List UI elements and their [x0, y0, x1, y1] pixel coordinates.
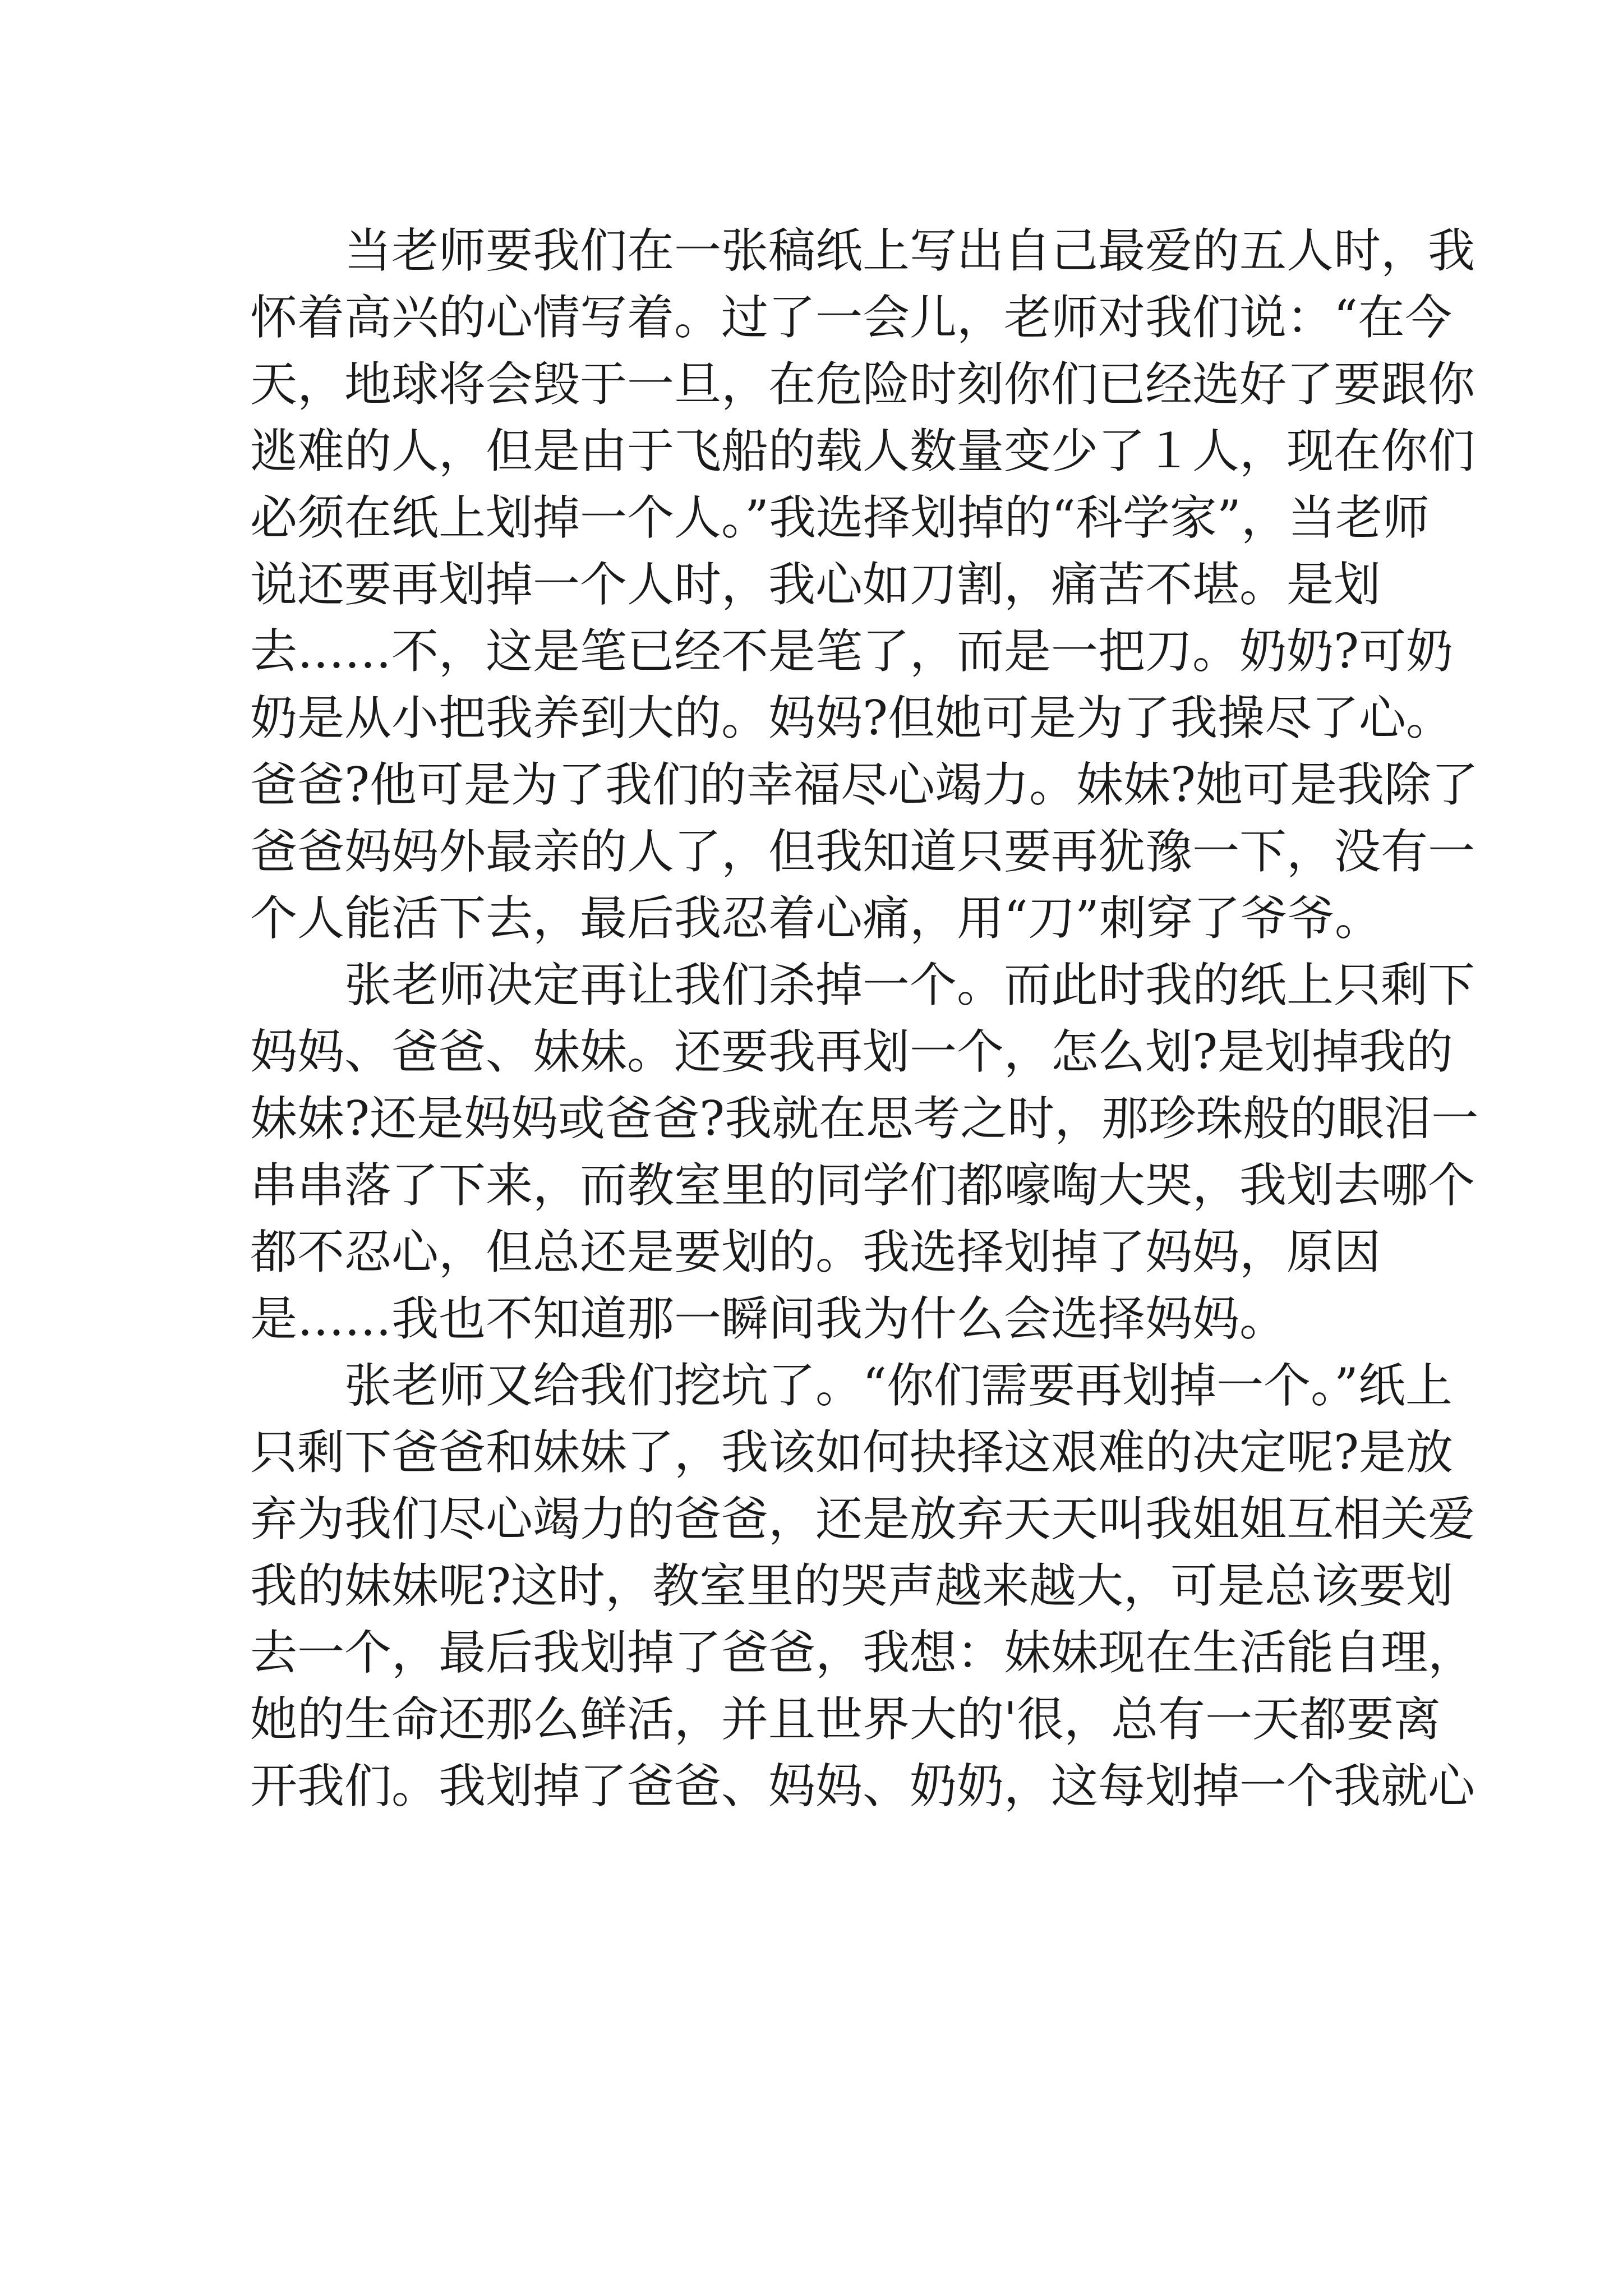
text-line: 她的生命还那么鲜活，并且世界大的'很，总有一天都要离	[250, 1692, 1441, 1747]
text-line: 张老师又给我们挖坑了。“你们需要再划掉一个。”纸上	[344, 1358, 1453, 1413]
text-line: 只剩下爸爸和妹妹了，我该如何抉择这艰难的决定呢?是放	[250, 1425, 1454, 1480]
text-line: 逃难的人，但是由于飞船的载人数量变少了１人，现在你们	[250, 424, 1476, 478]
text-line: 爸爸妈妈外最亲的人了，但我知道只要再犹豫一下，没有一	[250, 824, 1476, 879]
text-line: 妹妹?还是妈妈或爸爸?我就在思考之时，那珍珠般的眼泪一	[250, 1091, 1479, 1146]
text-line: 当老师要我们在一张稿纸上写出自己最爱的五人时，我	[344, 223, 1476, 278]
paragraph-1	[250, 218, 1479, 952]
text-line: 个人能活下去，最后我忍着心痛，用“刀”刺穿了爷爷。	[250, 891, 1382, 946]
text-line: 说还要再划掉一个人时，我心如刀割，痛苦不堪。是划	[250, 557, 1381, 612]
text-line: 弃为我们尽心竭力的爸爸，还是放弃天天叫我姐姐互相关爱	[250, 1492, 1476, 1547]
text-line: 奶是从小把我养到大的。妈妈?但她可是为了我操尽了心。	[250, 691, 1454, 746]
text-line: 都不忍心，但总还是要划的。我选择划掉了妈妈，原因	[250, 1225, 1381, 1280]
paragraph-3	[250, 1352, 1476, 1820]
text-line: 串串落了下来，而教室里的同学们都嚎啕大哭，我划去哪个	[250, 1158, 1476, 1213]
text-line: 开我们。我划掉了爸爸、妈妈、奶奶，这每划掉一个我就心	[250, 1759, 1476, 1814]
text-line: 必须在纸上划掉一个人。”我选择划掉的“科学家”，当老师	[250, 490, 1430, 545]
text-line: 妈妈、爸爸、妹妹。还要我再划一个，怎么划?是划掉我的	[250, 1024, 1454, 1079]
text-line: 去一个，最后我划掉了爸爸，我想：妹妹现在生活能自理，	[250, 1625, 1476, 1680]
paragraph-2	[250, 952, 1479, 1352]
text-line: 张老师决定再让我们杀掉一个。而此时我的纸上只剩下	[344, 958, 1476, 1013]
text-line: 去……不，这是笔已经不是笔了，而是一把刀。奶奶?可奶	[250, 624, 1454, 679]
text-line: 怀着高兴的心情写着。过了一会儿，老师对我们说：“在今	[250, 290, 1452, 345]
text-line: 天，地球将会毁于一旦，在危险时刻你们已经选好了要跟你	[250, 357, 1476, 412]
document-body	[250, 218, 1479, 1820]
text-line: 我的妹妹呢?这时，教室里的哭声越来越大，可是总该要划	[250, 1558, 1454, 1613]
text-line: 是……我也不知道那一瞬间我为什么会选择妈妈。	[250, 1291, 1287, 1346]
text-line: 爸爸?他可是为了我们的幸福尽心竭力。妹妹?她可是我除了	[250, 757, 1479, 812]
